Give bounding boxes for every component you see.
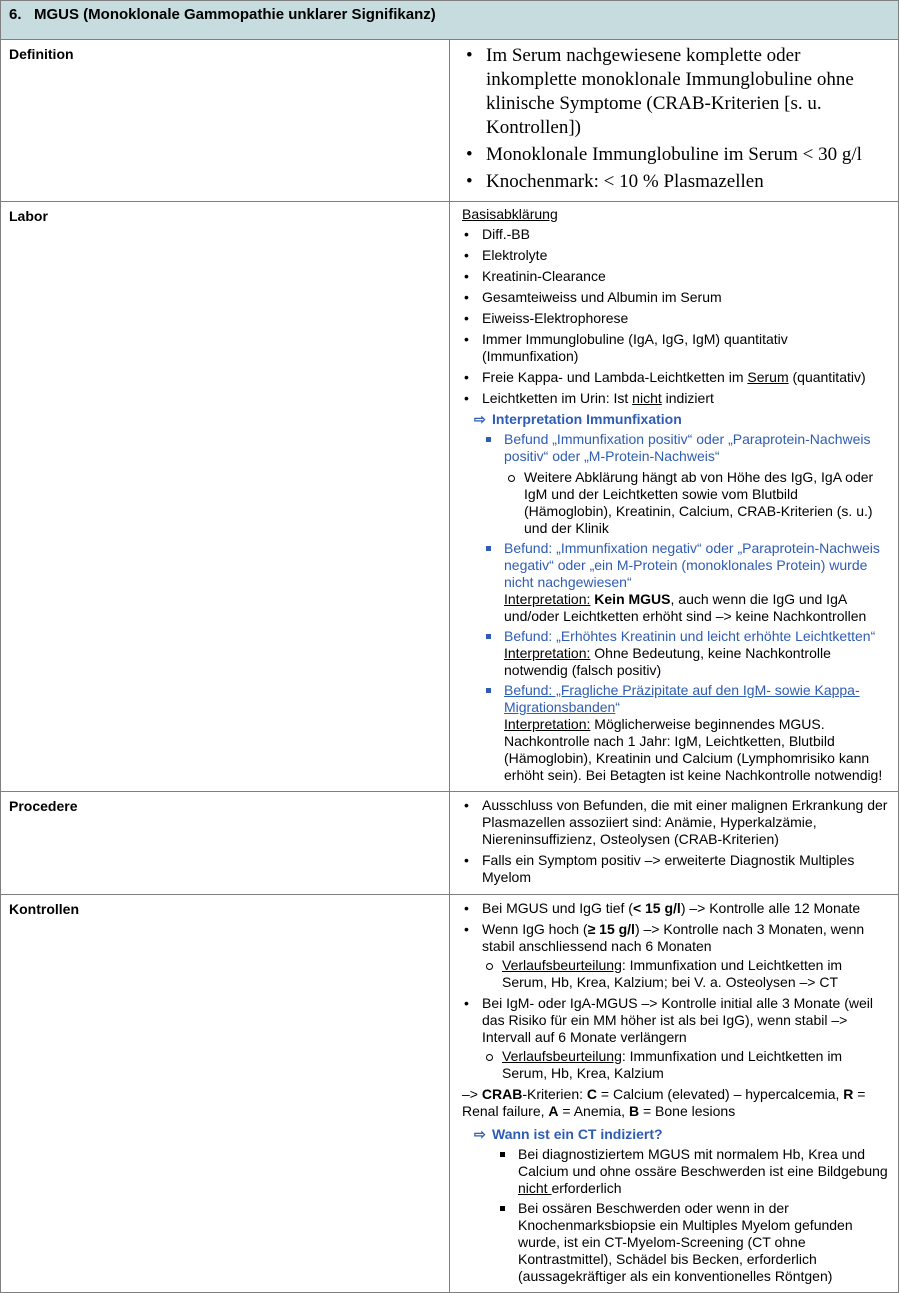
list-item: • Diff.-BB (462, 226, 888, 243)
list-item (462, 390, 888, 407)
text-bold: C (586, 1086, 598, 1102)
text: Möglicherweise beginnendes MGUS. Nachkontrolle nach 1 Jahr: IgM, Leichtketten, Blutbild (Hämoglobin), Kreatinin und Calcium (Lymphomrisiko kann erhöht sein). Bei Betagten ist keine Nachkontrolle notwendig! (504, 716, 883, 783)
text-underlined: Verlaufsbeurteilung (502, 1048, 622, 1064)
list-item (482, 957, 888, 991)
crab-criteria (462, 1086, 888, 1120)
text-underlined: Verlaufsbeurteilung (502, 957, 622, 973)
label-kontrollen: Kontrollen (1, 895, 450, 1293)
text: Wenn IgG hoch ( (482, 921, 588, 937)
text: ) –> Kontrolle alle 12 Monate (680, 900, 861, 916)
text: “ (615, 699, 620, 715)
row-kontrollen (1, 895, 899, 1293)
arrow-right-icon: ⇨ (474, 411, 486, 427)
text: (quantitativ) (788, 369, 866, 385)
text: Befund: „Erhöhtes Kreatinin und leicht erhöhte Leichtketten“ (504, 628, 876, 644)
text: indiziert (661, 390, 714, 406)
circle-bullet-icon (486, 963, 493, 970)
list-item (462, 369, 888, 386)
interpretation-heading (474, 411, 888, 428)
list-item: • Kreatinin-Clearance (462, 268, 888, 285)
text-link[interactable]: Befund: „Fragliche Präzipitate auf den IgM- sowie Kappa-Migrationsbanden (504, 682, 860, 715)
interpretation-label: Interpretation: (504, 716, 591, 732)
square-bullet-icon (486, 546, 491, 551)
section-title-text: 6. MGUS (Monoklonale Gammopathie unklarer Signifikanz) (9, 6, 436, 23)
text: Bei MGUS und IgG tief ( (482, 900, 633, 916)
list-item (476, 682, 888, 784)
text: Ohne Bedeutung, keine Nachkontrolle notwendig (falsch positiv) (504, 645, 831, 678)
list-item: • Immer Immunglobuline (IgA, IgG, IgM) quantitativ (Immunfixation) (462, 331, 888, 365)
list-item: • Knochenmark: < 10 % Plasmazellen (462, 170, 888, 194)
square-bullet-icon (486, 634, 491, 639)
text: : Immunfixation und Leichtketten im Serum, Hb, Krea, Kalzium (502, 1048, 843, 1081)
ct-heading (474, 1126, 888, 1143)
row-definition (1, 40, 899, 202)
text: Leichtketten im Urin: Ist (482, 390, 633, 406)
circle-bullet-icon (486, 1054, 493, 1061)
square-bullet-icon (500, 1206, 505, 1211)
list-item: • Elektrolyte (462, 247, 888, 264)
text: Weitere Abklärung hängt ab von Höhe des IgG, IgA oder IgM und der Leichtketten sowie vom Blutbild (Hämoglobin), Kreatinin, Calcium, CRAB-Kriterien (s. u.) und der Klinik (524, 469, 874, 536)
text: = Anemia, (558, 1103, 629, 1119)
square-bullet-icon (500, 1152, 505, 1157)
label-definition: Definition (1, 40, 450, 202)
label-procedere: Procedere (1, 792, 450, 895)
list-item (462, 900, 888, 917)
text: Befund: „Immunfixation negativ“ oder „Paraprotein-Nachweis negativ“ oder „ein M-Protein (monoklonales Protein) wurde nicht nachgewiesen“ (504, 540, 880, 590)
text: Bei IgM- oder IgA-MGUS –> Kontrolle initial alle 3 Monate (weil das Risiko für ein MM höher ist als bei IgG), wenn stabil –> Intervall auf 6 Monate verlängern (482, 995, 874, 1045)
text: = Renal failure, (462, 1086, 866, 1119)
list-item: • Ausschluss von Befunden, die mit einer malignen Erkrankung der Plasmazellen assoziiert sind: Anämie, Hyperkalzämie, Niereninsuffizienz, Osteolysen (CRAB-Kriterien) (462, 797, 888, 848)
text-underlined: Serum (747, 369, 789, 385)
circle-bullet-icon (508, 475, 515, 482)
text: Freie Kappa- und Lambda-Leichtketten im (482, 369, 748, 385)
list-item (476, 628, 888, 679)
content-procedere (450, 792, 899, 895)
square-bullet-icon (486, 437, 491, 442)
text-bold: < 15 g/l (632, 900, 681, 916)
content-labor (450, 202, 899, 792)
text: = Bone lesions (639, 1103, 736, 1119)
list-item (476, 540, 888, 625)
list-item: • Gesamteiweiss und Albumin im Serum (462, 289, 888, 306)
label-labor: Labor (1, 202, 450, 792)
square-bullet-icon (486, 688, 491, 693)
interpretation-label: Interpretation: (504, 645, 591, 661)
text: -Kriterien: (522, 1086, 587, 1102)
ct-heading-text: Wann ist ein CT indiziert? (492, 1126, 663, 1142)
text-bold: CRAB (481, 1086, 523, 1102)
list-item: • Falls ein Symptom positiv –> erweiterte Diagnostik Multiples Myelom (462, 852, 888, 886)
list-item (490, 1200, 888, 1285)
content-definition (450, 40, 899, 202)
text: = Calcium (elevated) – hypercalcemia, (597, 1086, 844, 1102)
text: ) –> Kontrolle nach 3 Monaten, wenn stabil anschliessend nach 6 Monaten (482, 921, 865, 954)
section-title (1, 1, 899, 40)
interpretation-label: Interpretation: (504, 591, 591, 607)
list-item: • Im Serum nachgewiesene komplette oder inkomplette monoklonale Immunglobuline ohne klinische Symptome (CRAB-Kriterien [s. u. Kontrollen]) (462, 44, 888, 140)
list-item: • Eiweiss-Elektrophorese (462, 310, 888, 327)
list-item (482, 1048, 888, 1082)
text: Bei ossären Beschwerden oder wenn in der Knochenmarksbiopsie ein Multiples Myelom gefunden wurde, ist ein CT-Myelom-Screening (CT ohne Kontrastmittel), Schädel bis Becken, erforderlich (aussagekräftiger als ein konventionelles Röntgen) (518, 1200, 853, 1284)
text-underlined: nicht (518, 1180, 552, 1196)
row-labor (1, 202, 899, 792)
text: Befund „Immunfixation positiv“ oder „Paraprotein-Nachweis positiv“ oder „M-Protein-Nachweis“ (504, 431, 871, 464)
text: , auch wenn die IgG und IgA und/oder Leichtketten erhöht sind –> keine Nachkontrollen (504, 591, 867, 624)
basisabklaerung-heading: Basisabklärung (462, 206, 558, 222)
list-item (504, 469, 888, 537)
list-item (462, 995, 888, 1082)
text-underlined: nicht (632, 390, 662, 406)
list-item (462, 921, 888, 991)
list-item: • Monoklonale Immunglobuline im Serum < 30 g/l (462, 143, 888, 167)
list-item (476, 431, 888, 537)
list-item (490, 1146, 888, 1197)
content-kontrollen (450, 895, 899, 1293)
interpretation-heading-text: Interpretation Immunfixation (492, 411, 682, 427)
text-bold: ≥ 15 g/l (587, 921, 635, 937)
text: : Immunfixation und Leichtketten im Serum, Hb, Krea, Kalzium; bei V. a. Osteolysen –> CT (502, 957, 843, 990)
text-bold: A (548, 1103, 559, 1119)
text-bold: B (628, 1103, 640, 1119)
text-bold: R (843, 1086, 854, 1102)
text: Bei diagnostiziertem MGUS mit normalem Hb, Krea und Calcium und ohne ossäre Beschwerden ist eine Bildgebung (518, 1146, 888, 1179)
text-bold: Kein MGUS (594, 591, 671, 607)
row-procedere (1, 792, 899, 895)
text: erforderlich (551, 1180, 622, 1196)
text: –> (462, 1086, 482, 1102)
arrow-right-icon: ⇨ (474, 1126, 486, 1142)
